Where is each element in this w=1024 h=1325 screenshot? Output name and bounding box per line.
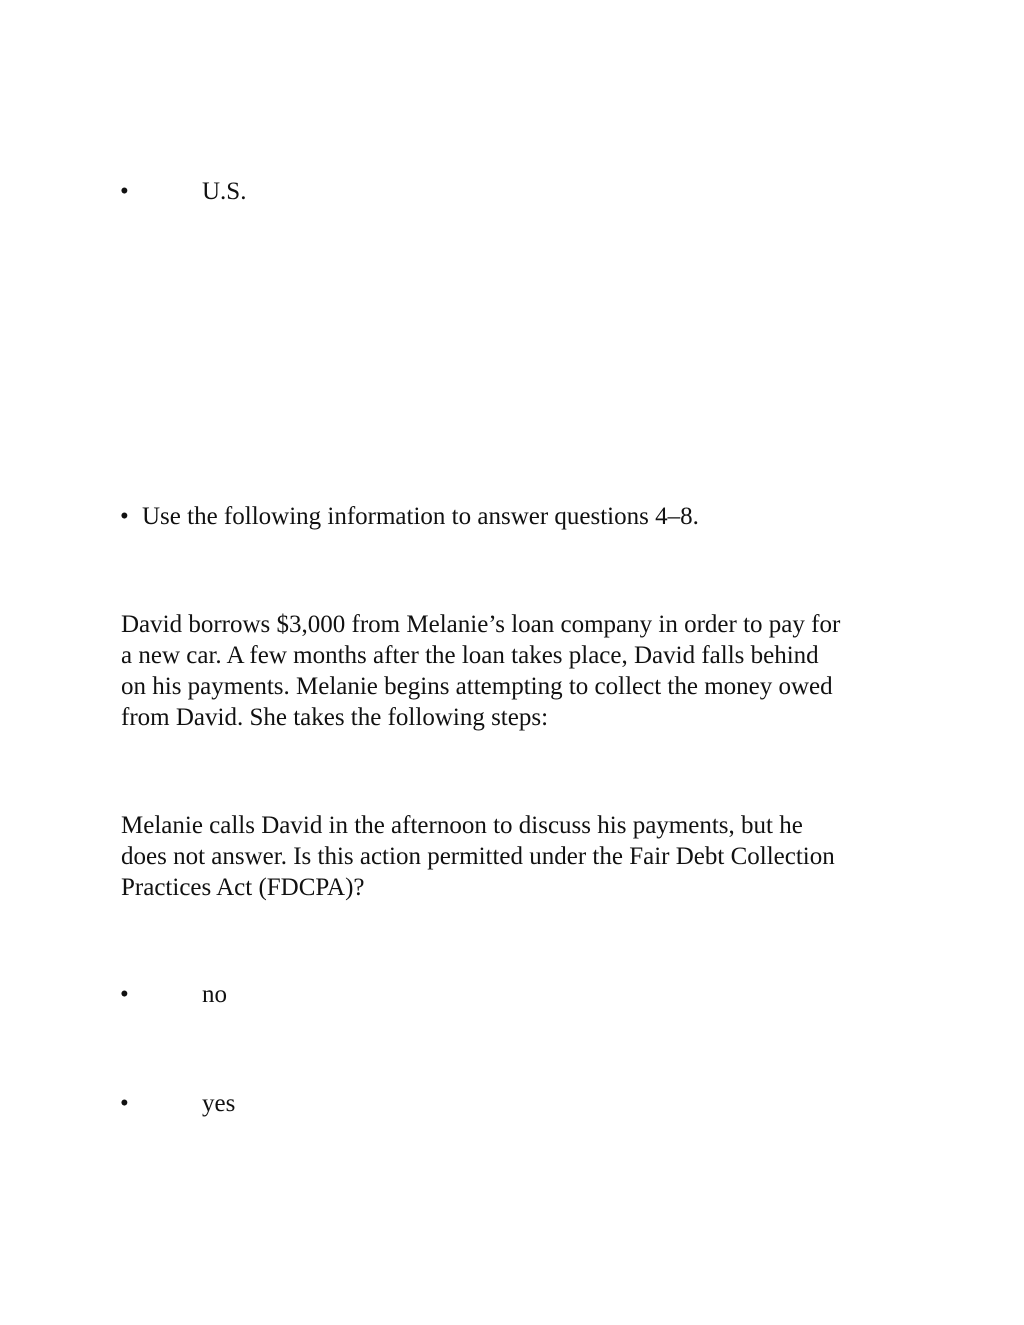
option-text: yes xyxy=(202,1090,236,1117)
scenario-line: from David. She takes the following steps: xyxy=(121,704,549,731)
bullet-text: Use the following information to answer questions 4–8. xyxy=(142,503,699,530)
bullet-marker: • xyxy=(120,178,129,205)
scenario-line: a new car. A few months after the loan takes place, David falls behind xyxy=(121,642,819,669)
scenario-line: David borrows $3,000 from Melanie’s loan company in order to pay for xyxy=(121,611,841,638)
question-line: does not answer. Is this action permitted under the Fair Debt Collection xyxy=(121,843,835,870)
bullet-item-instructions xyxy=(120,501,699,532)
option-text: no xyxy=(202,981,227,1008)
scenario-paragraph xyxy=(121,609,911,733)
bullet-marker: • xyxy=(120,503,129,530)
bullet-item-us xyxy=(120,176,246,207)
question-line: Practices Act (FDCPA)? xyxy=(121,874,365,901)
scenario-line: on his payments. Melanie begins attempting to collect the money owed xyxy=(121,673,833,700)
bullet-marker: • xyxy=(120,1090,129,1117)
question-paragraph xyxy=(121,810,911,903)
bullet-text: U.S. xyxy=(202,178,247,205)
answer-option-yes xyxy=(120,1088,235,1119)
answer-option-no xyxy=(120,979,227,1010)
bullet-marker: • xyxy=(120,981,129,1008)
question-line: Melanie calls David in the afternoon to discuss his payments, but he xyxy=(121,812,803,839)
